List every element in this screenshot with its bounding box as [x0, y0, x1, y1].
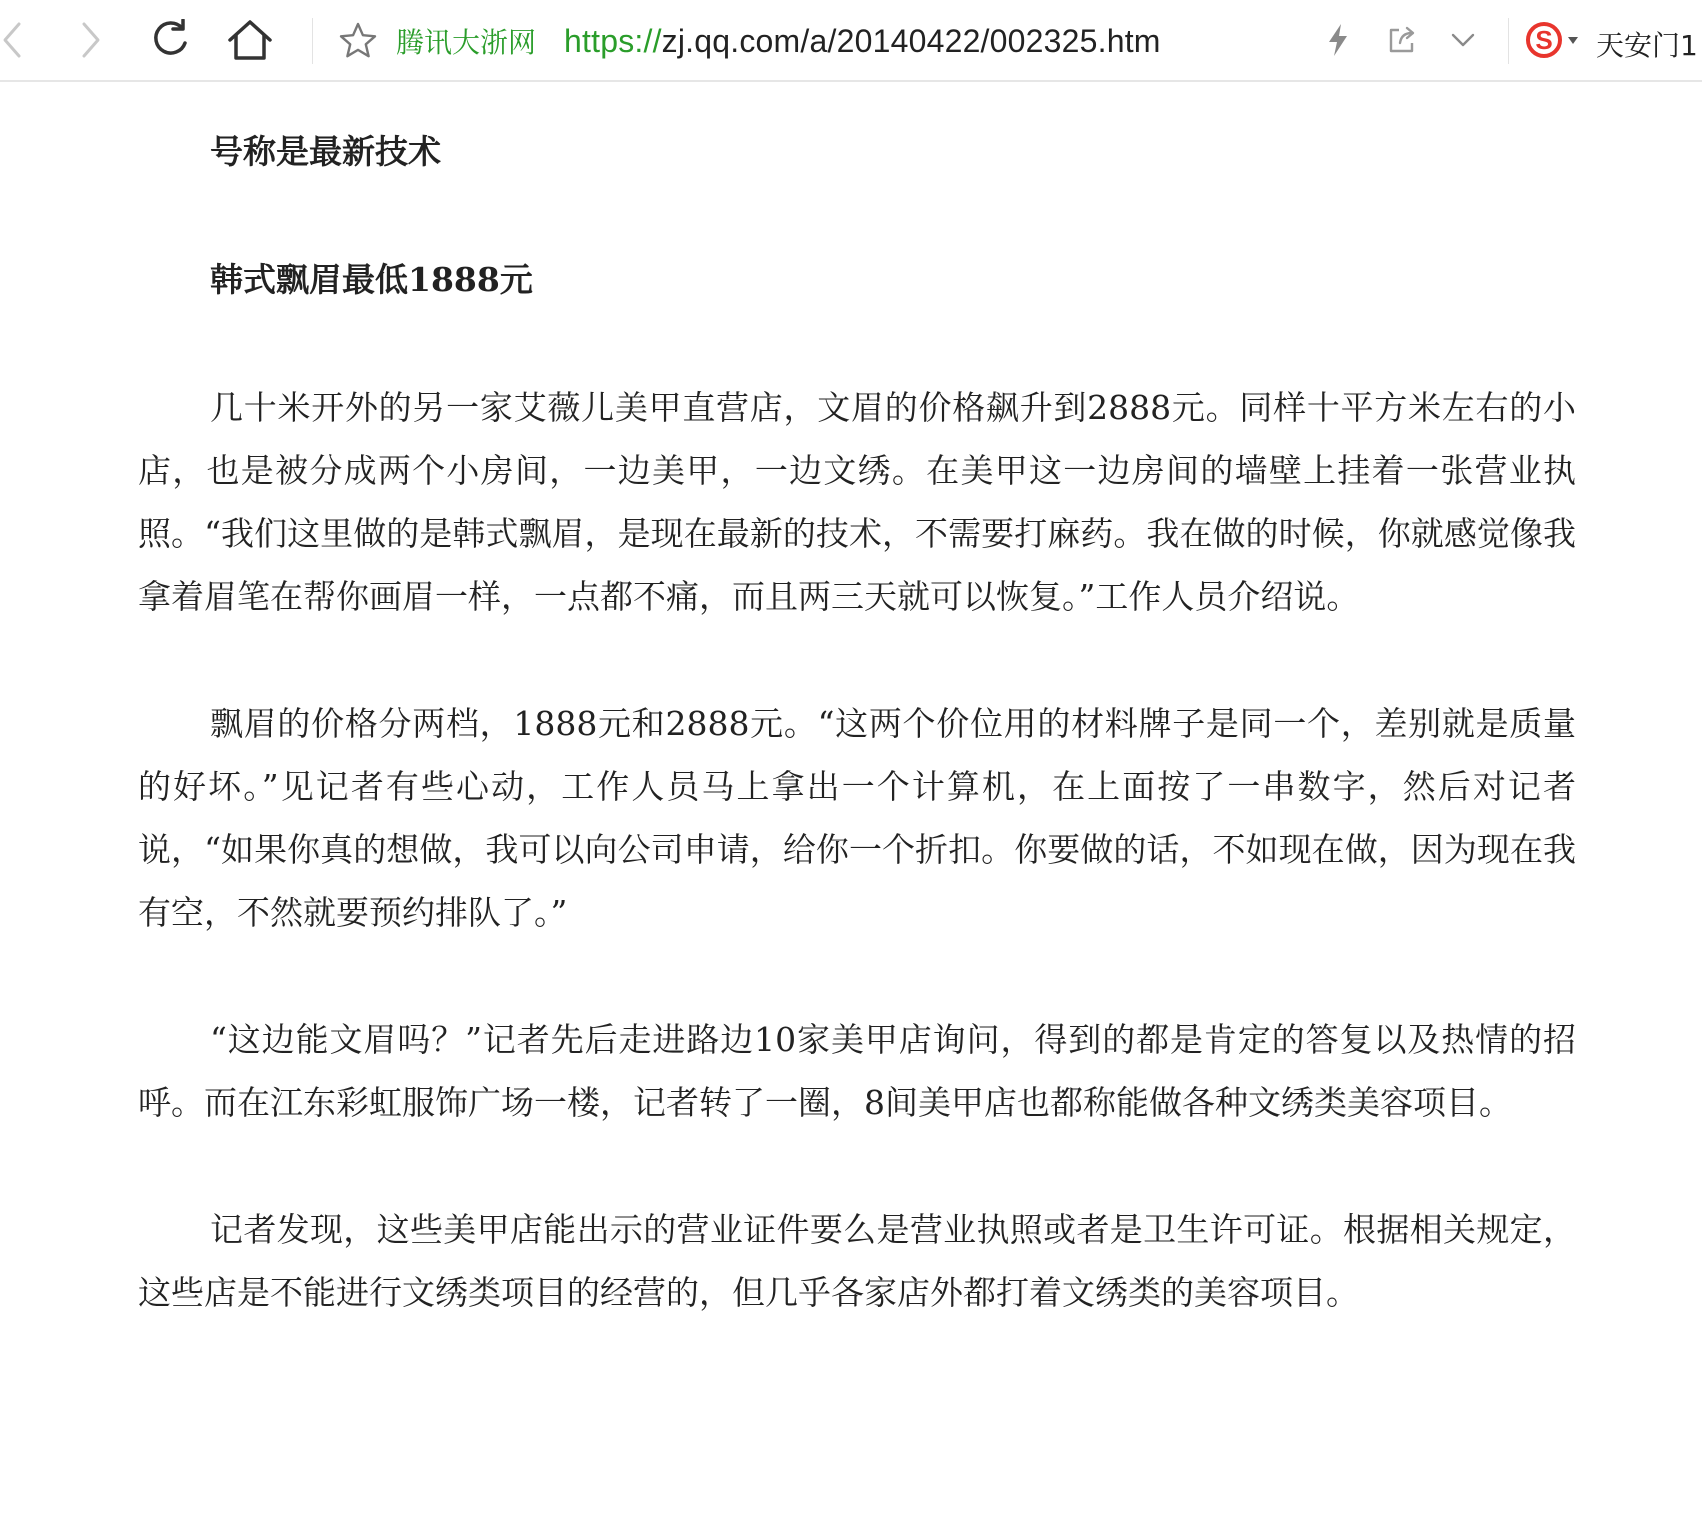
- chevron-right-icon: [79, 20, 103, 60]
- speed-mode-button[interactable]: [1318, 20, 1358, 60]
- article-subheading: 号称是最新技术: [210, 132, 441, 171]
- share-icon: [1386, 24, 1418, 56]
- chevron-left-icon: [1, 20, 23, 60]
- url-path: zj.qq.com/a/20140422/002325.htm: [661, 22, 1161, 59]
- svg-text:S: S: [1535, 25, 1553, 55]
- toolbar-separator: [1508, 18, 1509, 64]
- home-button[interactable]: [224, 14, 276, 66]
- address-dropdown-button[interactable]: [1444, 20, 1482, 60]
- url-scheme: https://: [564, 22, 662, 59]
- article-body: [138, 120, 1576, 1388]
- search-engine-selector[interactable]: [1524, 16, 1588, 64]
- refresh-button[interactable]: [146, 16, 194, 64]
- lightning-icon: [1326, 23, 1350, 57]
- article-paragraph: 几十米开外的另一家艾薇儿美甲直营店，文眉的价格飙升到2888元。同样十平方米左右的小店，也是被分成两个小房间，一边美甲，一边文绣。在美甲这一边房间的墙壁上挂着一张营业执照。“我们这里做的是韩式飘眉，是现在最新的技术，不需要打麻药。我在做的时候，你就感觉像我拿着眉笔在帮你画眉一样，一点都不痛，而且两三天就可以恢复。”工作人员介绍说。: [138, 388, 1576, 616]
- search-input[interactable]: 天安门1: [1596, 29, 1698, 62]
- sogou-logo-icon: [1524, 18, 1586, 62]
- url-text[interactable]: [564, 23, 1161, 60]
- article-subheading: 韩式飘眉最低1888元: [210, 260, 533, 299]
- chevron-down-icon: [1450, 32, 1476, 48]
- site-name-label: 腾讯大浙网: [396, 26, 537, 59]
- refresh-icon: [149, 19, 191, 61]
- browser-toolbar: [0, 0, 1702, 82]
- home-icon: [227, 18, 273, 62]
- article-paragraph: 飘眉的价格分两档，1888元和2888元。“这两个价位用的材料牌子是同一个，差别就是质量的好坏。”见记者有些心动，工作人员马上拿出一个计算机，在上面按了一串数字，然后对记者说，“如果你真的想做，我可以向公司申请，给你一个折扣。你要做的话，不如现在做，因为现在我有空，不然就要预约排队了。”: [138, 704, 1576, 932]
- star-icon[interactable]: [338, 21, 378, 61]
- share-button[interactable]: [1382, 20, 1422, 60]
- article-paragraph: 记者发现，这些美甲店能出示的营业证件要么是营业执照或者是卫生许可证。根据相关规定，这些店是不能进行文绣类项目的经营的，但几乎各家店外都打着文绣类的美容项目。: [138, 1210, 1576, 1312]
- address-bar[interactable]: [338, 12, 1338, 70]
- article-paragraph: “这边能文眉吗？”记者先后走进路边10家美甲店询问，得到的都是肯定的答复以及热情的招呼。而在江东彩虹服饰广场一楼，记者转了一圈，8间美甲店也都称能做各种文绣类美容项目。: [138, 1020, 1576, 1122]
- back-button[interactable]: [0, 16, 24, 64]
- toolbar-separator: [312, 18, 313, 64]
- forward-button[interactable]: [74, 16, 108, 64]
